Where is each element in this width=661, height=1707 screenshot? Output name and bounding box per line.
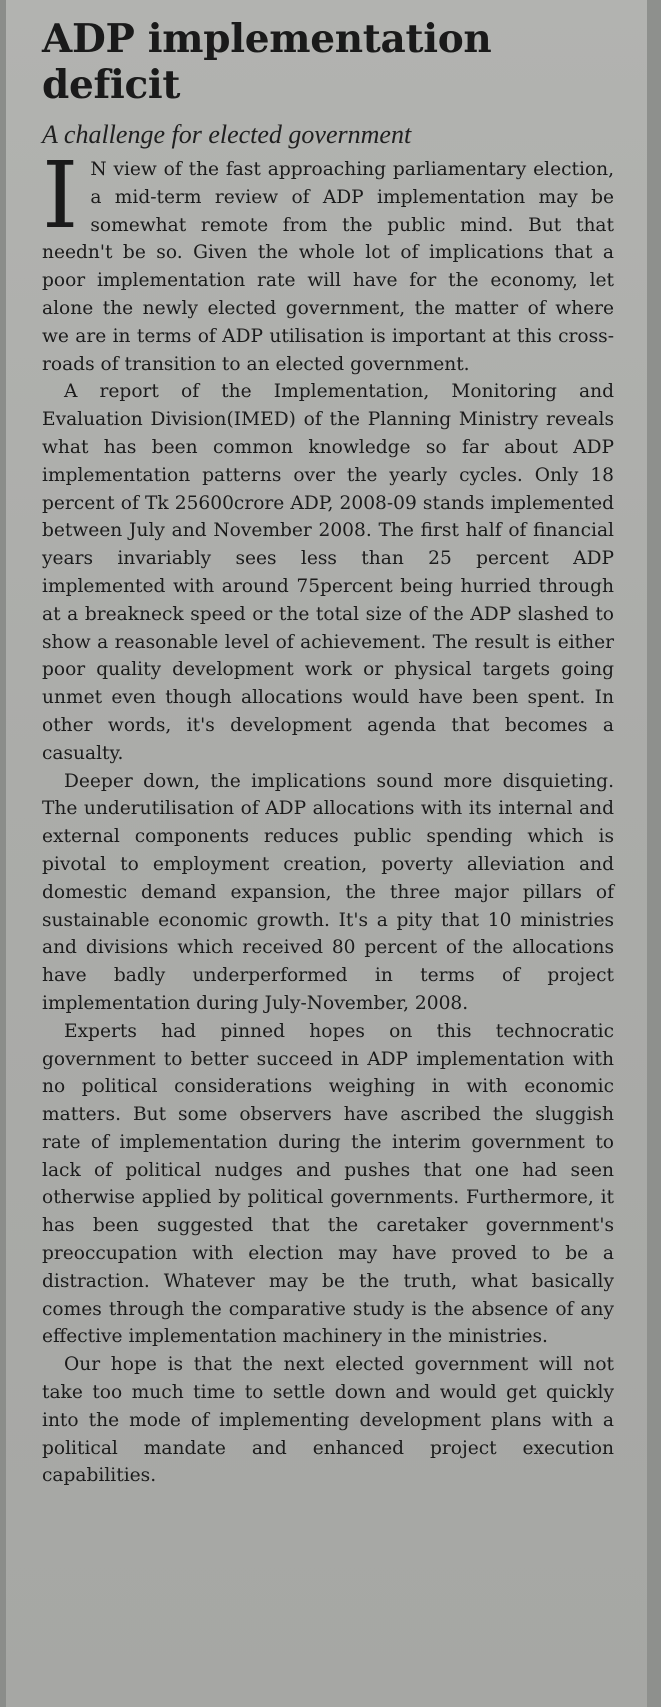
paragraph-5: Our hope is that the next elected government will not take too much time to settle down and would get quickly into the mode of implementing development plans with a political mandate and enhanced project execution capabilities.	[42, 1354, 614, 1487]
paragraph-3: Deeper down, the implications sound more disquieting. The underutilisation of ADP allocations with its internal and external components reduces public spending which is pivotal to employment creation, poverty alleviation and domestic demand expansion, the three major pillars of sustainable economic growth. It's a pity that 10 ministries and divisions which received 80 percent of the allocations have badly underperformed in terms of project implementation during July-November, 2008.	[42, 770, 614, 1014]
paragraph-4: Experts had pinned hopes on this technocratic government to better succeed in ADP implementation with no political considerations weighing in with economic matters. But some observers have ascribed the sluggish rate of implementation during the interim government to lack of political nudges and pushes that one had seen otherwise applied by political governments. Furthermore, it has been suggested that the caretaker government's preoccupation with election may have proved to be a distraction. Whatever may be the truth, what basically comes through the comparative study is the absence of any effective implementation machinery in the ministries.	[42, 1020, 614, 1348]
paragraph-2: A report of the Implementation, Monitoring and Evaluation Division(IMED) of the Planning Ministry reveals what has been common knowledge so far about ADP implementation patterns over the yearly cycles. Only 18 percent of Tk 25600crore ADP, 2008-09 stands implemented between July and November 2008. The first half of financial years invariably sees less than 25 percent ADP implemented with around 75percent being hurried through at a breakneck speed or the total size of the ADP slashed to show a reasonable level of achievement. The result is either poor quality development work or physical targets going unmet even though allocations would have been spent. In other words, it's development agenda that becomes a casualty.	[42, 381, 614, 764]
article-body	[42, 142, 614, 1490]
headline: ADP implementation deficit	[42, 16, 492, 108]
subheadline: A challenge for elected government	[42, 120, 412, 149]
page-edge-left	[0, 0, 6, 1707]
drop-cap: I	[42, 142, 79, 249]
paragraph-1	[42, 142, 614, 378]
paragraph-1-text: N view of the fast approaching parliamentary election, a mid-term review of ADP implementation may be somewhat remote from the public mind. But that needn't be so. Given the whole lot of implications that a poor implementation rate will have for the economy, let alone the newly elected government, the matter of where we are in terms of ADP utilisation is important at this cross-roads of transition to an elected government.	[42, 159, 614, 375]
editorial-article	[42, 16, 614, 1490]
page-edge-right	[647, 0, 661, 1707]
